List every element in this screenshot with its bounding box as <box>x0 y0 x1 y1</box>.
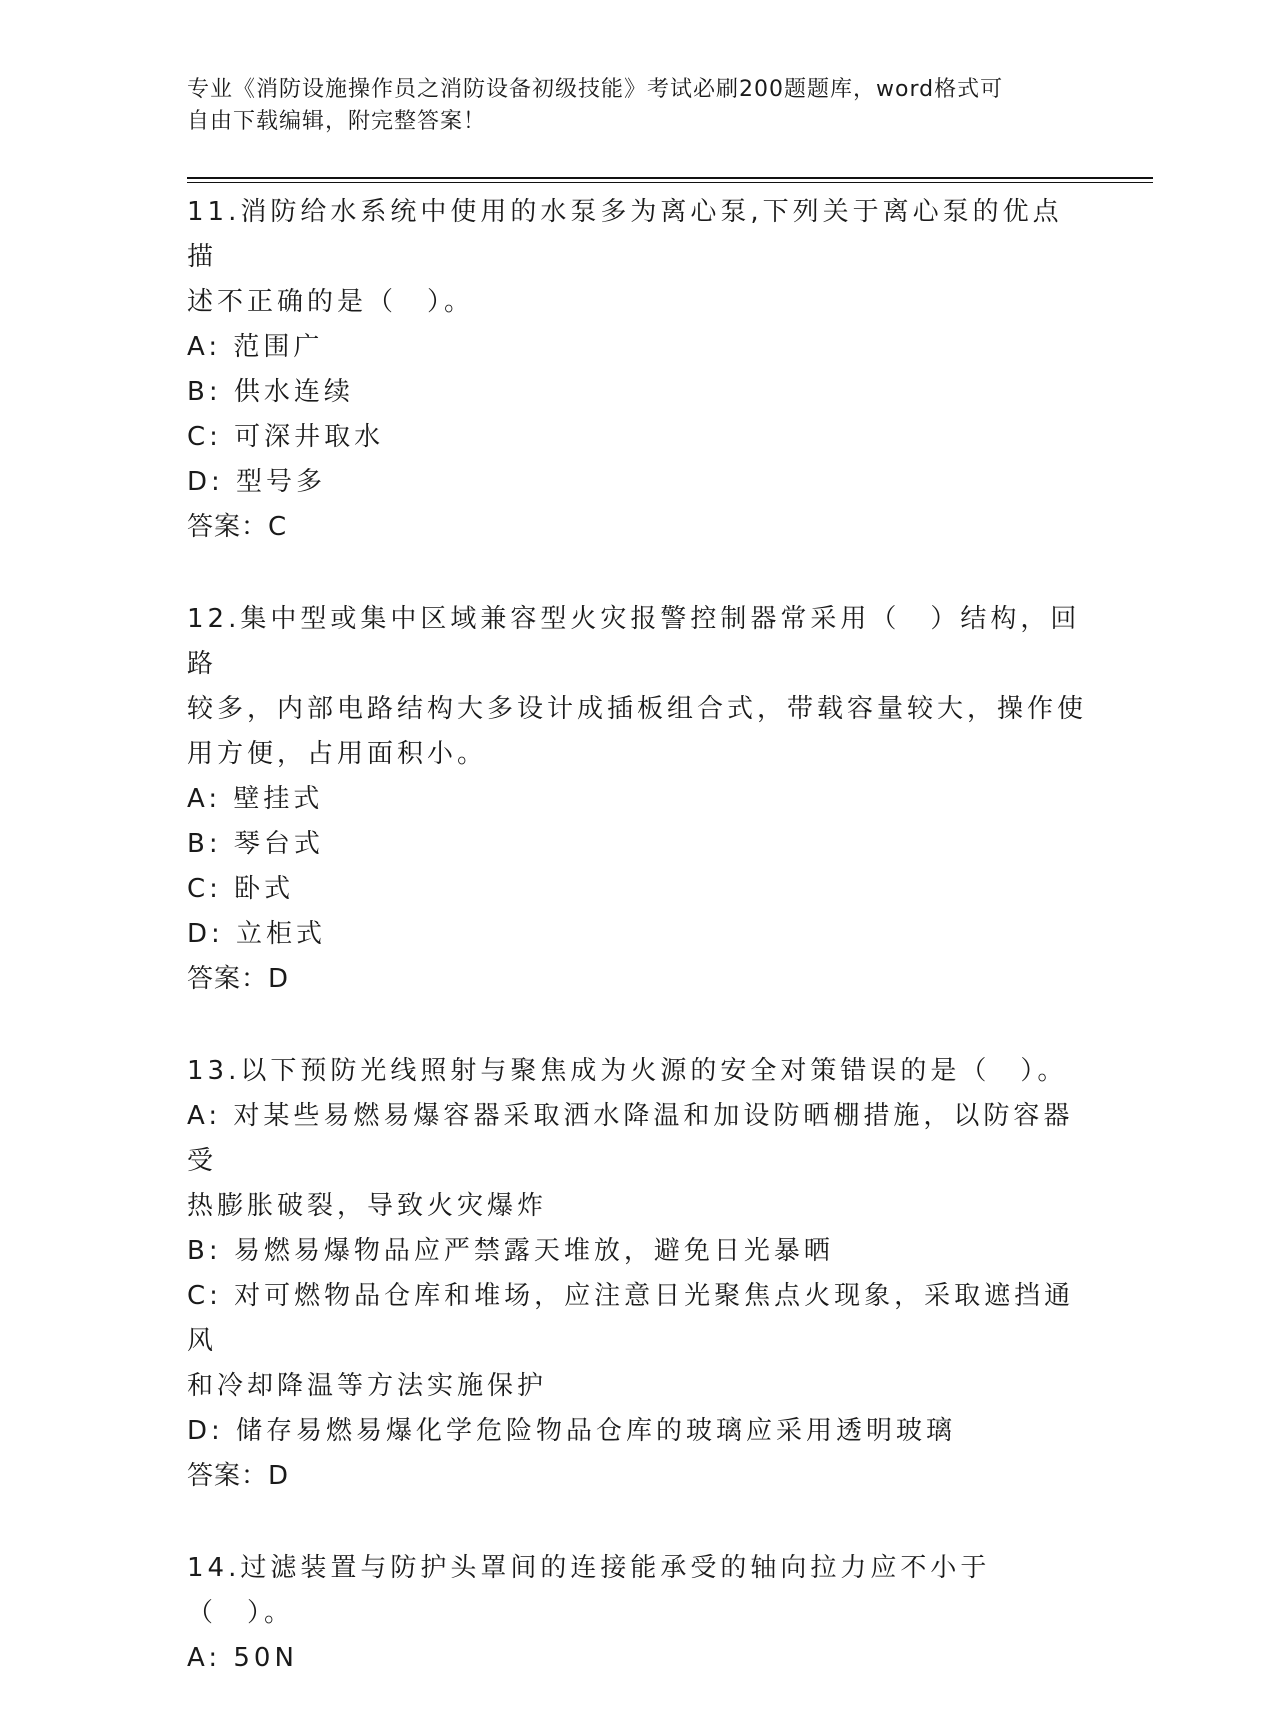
question-title: 11.消防给水系统中使用的水泵多为离心泵,下列关于离心泵的优点描 <box>187 197 1063 272</box>
option-c: C: 可深井取水 <box>187 422 385 452</box>
option-d: D: 型号多 <box>187 467 327 497</box>
question-title: 13.以下预防光线照射与聚焦成为火源的安全对策错误的是（ ）。 <box>187 1056 1068 1086</box>
answer: 答案：D <box>187 1461 290 1491</box>
option-d: D: 储存易燃易爆化学危险物品仓库的玻璃应采用透明玻璃 <box>187 1416 957 1446</box>
question-14 <box>187 1546 1087 1681</box>
question-title: 用方便，占用面积小。 <box>187 739 488 769</box>
question-title: 14.过滤装置与防护头罩间的连接能承受的轴向拉力应不小于（ ）。 <box>187 1553 991 1628</box>
answer: 答案：D <box>187 964 290 994</box>
question-title: 较多，内部电路结构大多设计成插板组合式，带载容量较大，操作使 <box>187 694 1088 724</box>
option-c: C: 卧式 <box>187 874 295 904</box>
option-a: A: 壁挂式 <box>187 784 324 814</box>
question-list <box>187 190 1087 1728</box>
header-line-1: 专业《消防设施操作员之消防设备初级技能》考试必刷200题题库，word格式可 <box>187 77 1004 102</box>
option-a-continued: 热膨胀破裂，导致火灾爆炸 <box>187 1191 548 1221</box>
option-a: A: 50N <box>187 1643 298 1673</box>
option-b: B: 琴台式 <box>187 829 324 859</box>
option-d: D: 立柜式 <box>187 919 327 949</box>
header-divider-thick <box>187 177 1153 179</box>
header-line-2: 自由下载编辑，附完整答案！ <box>187 109 487 134</box>
document-header <box>187 74 1087 138</box>
option-a: A: 对某些易燃易爆容器采取洒水降温和加设防晒棚措施，以防容器受 <box>187 1101 1074 1176</box>
question-12 <box>187 597 1087 1002</box>
question-title: 述不正确的是（ ）。 <box>187 287 475 317</box>
option-b: B: 供水连续 <box>187 377 354 407</box>
option-c: C: 对可燃物品仓库和堆场，应注意日光聚焦点火现象，采取遮挡通风 <box>187 1281 1075 1356</box>
option-c-continued: 和冷却降温等方法实施保护 <box>187 1371 548 1401</box>
question-11 <box>187 190 1087 550</box>
option-a: A: 范围广 <box>187 332 324 362</box>
option-b: B: 易燃易爆物品应严禁露天堆放，避免日光暴晒 <box>187 1236 834 1266</box>
question-13 <box>187 1049 1087 1499</box>
answer: 答案：C <box>187 512 288 542</box>
header-divider-thin <box>187 182 1153 183</box>
question-title: 12.集中型或集中区域兼容型火灾报警控制器常采用（ ）结构，回路 <box>187 604 1081 679</box>
